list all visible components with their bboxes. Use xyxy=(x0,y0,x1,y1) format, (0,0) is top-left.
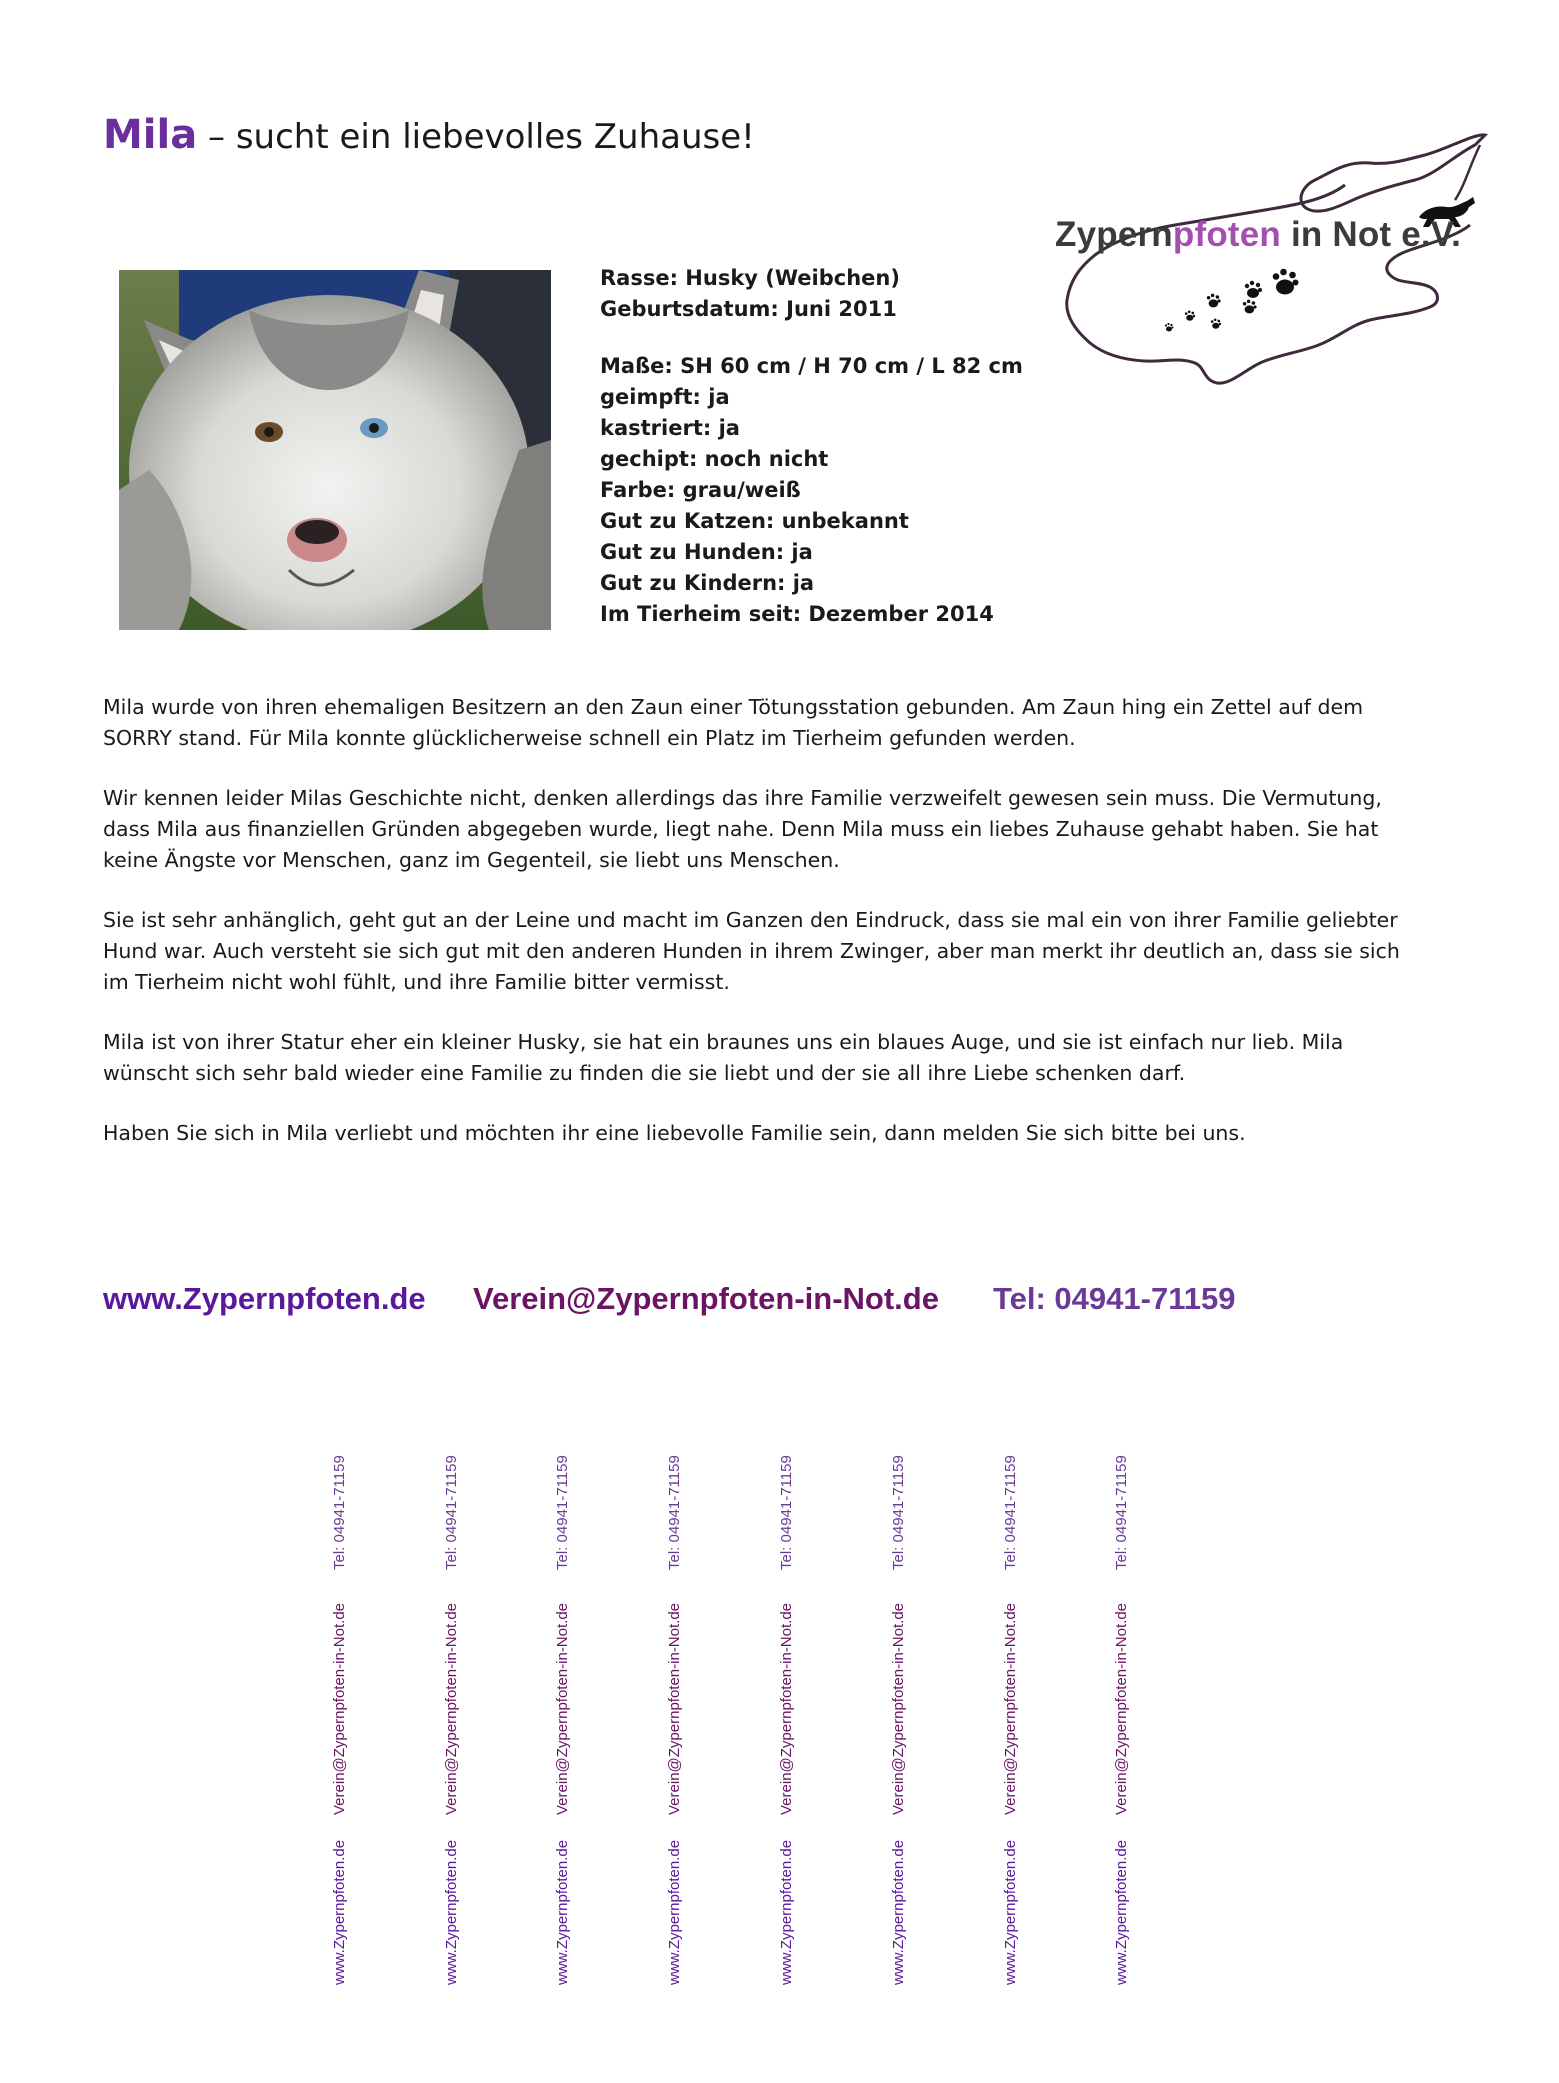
fact-birthdate: Geburtsdatum: Juni 2011 xyxy=(600,297,897,321)
facts-spacer xyxy=(600,325,1023,351)
fact-shelter-since: Im Tierheim seit: Dezember 2014 xyxy=(600,602,994,626)
strip-website: www.Zypernpfoten.de xyxy=(778,1839,795,1985)
strip-email: Verein@Zypernpfoten-in-Not.de xyxy=(778,1602,795,1815)
fact-vaccinated: geimpft: ja xyxy=(600,385,730,409)
tear-off-strip[interactable] xyxy=(325,1455,355,1985)
dog-name: Mila xyxy=(103,112,198,158)
fact-measurements: Maße: SH 60 cm / H 70 cm / L 82 cm xyxy=(600,354,1023,378)
strip-phone: Tel: 04941-71159 xyxy=(1002,1455,1019,1570)
tear-off-strip[interactable] xyxy=(548,1455,578,1985)
strip-email: Verein@Zypernpfoten-in-Not.de xyxy=(554,1602,571,1815)
email-link[interactable]: Verein@Zypernpfoten-in-Not.de xyxy=(473,1281,939,1316)
fact-breed: Rasse: Husky (Weibchen) xyxy=(600,266,900,290)
strip-phone: Tel: 04941-71159 xyxy=(331,1455,348,1570)
paw-prints-icon xyxy=(1165,269,1299,332)
strip-phone: Tel: 04941-71159 xyxy=(778,1455,795,1570)
strip-email: Verein@Zypernpfoten-in-Not.de xyxy=(443,1602,460,1815)
strip-website: www.Zypernpfoten.de xyxy=(666,1839,683,1985)
story-paragraph: Sie ist sehr anhänglich, geht gut an der Leine und macht im Ganzen den Eindruck, dass sie mal ein von ihrer Familie geliebter Hund war. Auch versteht sie sich gut mit den anderen Hunden in ihrem Zwinger, aber man merkt ihr deutlich an, dass sie sich im Tierheim nicht wohl fühlt, und ihre Familie bitter vermisst. xyxy=(103,908,1400,994)
strip-website: www.Zypernpfoten.de xyxy=(554,1839,571,1985)
organization-logo xyxy=(1045,125,1495,395)
strip-phone: Tel: 04941-71159 xyxy=(666,1455,683,1570)
story-paragraph: Haben Sie sich in Mila verliebt und möchten ihr eine liebevolle Familie sein, dann melden Sie sich bitte bei uns. xyxy=(103,1121,1246,1145)
logo-wordmark: Zypernpfoten in Not e.V. xyxy=(1055,215,1462,254)
strip-email: Verein@Zypernpfoten-in-Not.de xyxy=(1002,1602,1019,1815)
strip-email: Verein@Zypernpfoten-in-Not.de xyxy=(890,1602,907,1815)
strip-phone: Tel: 04941-71159 xyxy=(1113,1455,1130,1570)
fact-children: Gut zu Kindern: ja xyxy=(600,571,815,595)
phone-number[interactable]: Tel: 04941-71159 xyxy=(993,1281,1236,1316)
fact-cats: Gut zu Katzen: unbekannt xyxy=(600,509,909,533)
cyprus-map-outline-icon xyxy=(1045,125,1495,395)
fact-chipped: gechipt: noch nicht xyxy=(600,447,829,471)
website-link[interactable]: www.Zypernpfoten.de xyxy=(103,1281,426,1316)
story-paragraph: Mila ist von ihrer Statur eher ein kleiner Husky, sie hat ein braunes uns ein blaues Auge, und sie ist einfach nur lieb. Mila wünscht sich sehr bald wieder eine Familie zu finden die sie liebt und der sie all ihre Liebe schenken darf. xyxy=(103,1030,1344,1085)
strip-website: www.Zypernpfoten.de xyxy=(443,1839,460,1985)
strip-email: Verein@Zypernpfoten-in-Not.de xyxy=(331,1602,348,1815)
story-text xyxy=(103,692,1403,1178)
tear-off-strip[interactable] xyxy=(996,1455,1026,1985)
tear-off-strip[interactable] xyxy=(1107,1455,1137,1985)
dog-facts xyxy=(600,263,1023,630)
story-paragraph: Wir kennen leider Milas Geschichte nicht, denken allerdings das ihre Familie verzweifelt gewesen sein muss. Die Vermutung, dass Mila aus finanziellen Gründen abgegeben wurde, liegt nahe. Denn Mila muss ein liebes Zuhause gehabt haben. Sie hat keine Ängste vor Menschen, ganz im Gegenteil, sie liebt uns Menschen. xyxy=(103,786,1382,872)
strip-phone: Tel: 04941-71159 xyxy=(443,1455,460,1570)
husky-photo xyxy=(119,270,551,630)
tear-off-strip[interactable] xyxy=(660,1455,690,1985)
tear-off-strip[interactable] xyxy=(772,1455,802,1985)
strip-website: www.Zypernpfoten.de xyxy=(331,1839,348,1985)
fact-dogs: Gut zu Hunden: ja xyxy=(600,540,813,564)
strip-email: Verein@Zypernpfoten-in-Not.de xyxy=(666,1602,683,1815)
story-paragraph: Mila wurde von ihren ehemaligen Besitzern an den Zaun einer Tötungsstation gebunden. Am Zaun hing ein Zettel auf dem SORRY stand. Für Mila konnte glücklicherweise schnell ein Platz im Tierheim gefunden werden. xyxy=(103,695,1364,750)
strip-website: www.Zypernpfoten.de xyxy=(1002,1839,1019,1985)
strip-phone: Tel: 04941-71159 xyxy=(890,1455,907,1570)
page-tagline: – sucht ein liebevolles Zuhause! xyxy=(197,117,755,157)
page-title xyxy=(103,112,755,158)
strip-phone: Tel: 04941-71159 xyxy=(554,1455,571,1570)
fact-color: Farbe: grau/weiß xyxy=(600,478,801,502)
strip-email: Verein@Zypernpfoten-in-Not.de xyxy=(1113,1602,1130,1815)
strip-website: www.Zypernpfoten.de xyxy=(1113,1839,1130,1985)
tear-off-strip[interactable] xyxy=(884,1455,914,1985)
tear-off-strip[interactable] xyxy=(437,1455,467,1985)
strip-website: www.Zypernpfoten.de xyxy=(890,1839,907,1985)
fact-neutered: kastriert: ja xyxy=(600,416,740,440)
